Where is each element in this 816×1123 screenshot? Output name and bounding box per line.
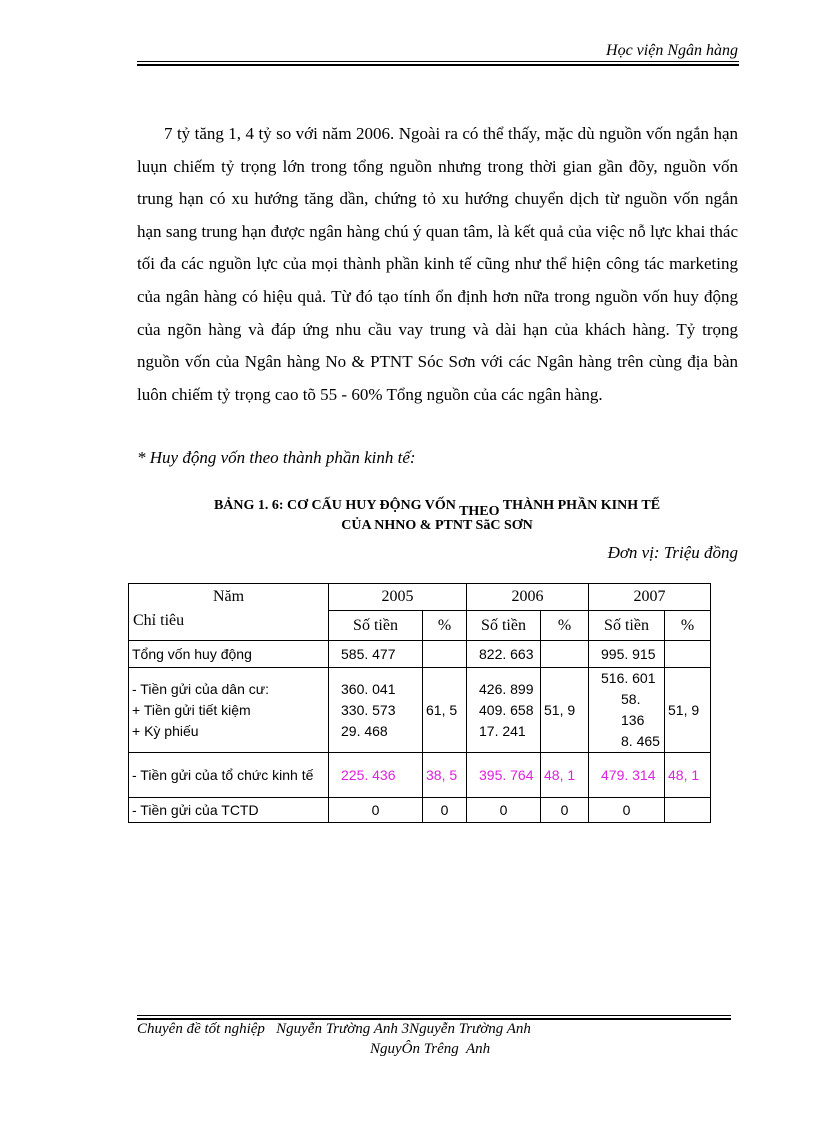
footer-line-2: NguyÔn Trêng Anh xyxy=(370,1041,491,1057)
cell-value: 29. 468 xyxy=(341,722,388,739)
cell-value: 516. 601 xyxy=(601,670,656,686)
cell-amount: 0 xyxy=(329,798,423,823)
footer-rule xyxy=(137,1015,731,1016)
pct-header: % xyxy=(423,611,467,641)
cell-amount xyxy=(589,668,665,753)
cell-amount xyxy=(467,668,541,753)
header-rule-thick xyxy=(137,64,739,66)
row-label: - Tiền gửi của tổ chức kinh tế xyxy=(129,753,329,798)
cell-amount: 395. 764 xyxy=(467,753,541,798)
row-label xyxy=(129,668,329,753)
row-label: Tổng vốn huy động xyxy=(129,641,329,668)
footer-line-1: Chuyên đề tốt nghiệp Nguyễn Trường Anh 3Nguyễn Trường Anh xyxy=(137,1021,531,1037)
cell-amount: 0 xyxy=(467,798,541,823)
header-corner xyxy=(129,584,329,641)
cell-pct xyxy=(665,798,711,823)
amount-header: Số tiền xyxy=(329,611,423,641)
cell-pct: 48, 1 xyxy=(541,753,589,798)
cell-amount: 479. 314 xyxy=(589,753,665,798)
year-2007-header: 2007 xyxy=(589,584,711,611)
pct-header: % xyxy=(665,611,711,641)
table-row-organizations xyxy=(129,753,711,798)
body-paragraph: 7 tỷ tăng 1, 4 tỷ so với năm 2006. Ngoài ra có thể thấy, mặc dù nguồn vốn ngắn hạn luụn chiếm tỷ trọng lớn trong tổng nguồn nhưng trong thời gian gần đõy, nguồn vốn trung hạn có xu hướng tăng dần, chứng tỏ xu hướng chuyển dịch từ nguồn vốn ngắn hạn sang trung hạn được ngân hàng chú ý quan tâm, là kết quả của việc nỗ lực khai thác tối đa các nguồn lực của mọi thành phần kinh tế cũng như thể hiện công tác marketing của ngân hàng có hiệu quả. Từ đó tạo tính ổn định hơn nữa trong nguồn vốn huy động của ngõn hàng và đáp ứng nhu cầu vay trung và dài hạn của khách hàng. Tỷ trọng nguồn vốn của Ngân hàng No & PTNT Sóc Sơn với các Ngân hàng trên cùng địa bàn luôn chiếm tỷ trọng cao tõ 55 - 60% Tổng nguồn của các ngân hàng. xyxy=(137,124,738,404)
footer-rule-thick xyxy=(137,1018,731,1020)
cell-value: 61, 5 xyxy=(426,701,458,718)
cell-pct xyxy=(423,641,467,668)
table-title-line2: CỦA NHNO & PTNT SãC SƠN xyxy=(341,518,533,533)
cell-amount: 995. 915 xyxy=(589,641,665,668)
cell-pct: 48, 1 xyxy=(665,753,711,798)
capital-structure-table xyxy=(128,583,711,823)
section-subheading: * Huy động vốn theo thành phần kinh tế: xyxy=(137,448,416,467)
cell-value: 51, 9 xyxy=(544,701,576,718)
cell-pct xyxy=(665,641,711,668)
table-title-part3: THÀNH PHẦN KINH TẾ xyxy=(502,498,661,513)
row-label-line: + Kỳ phiếu xyxy=(132,722,199,739)
amount-header: Số tiền xyxy=(467,611,541,641)
table-row-household xyxy=(129,668,711,753)
cell-pct xyxy=(541,668,589,753)
table-row-total xyxy=(129,641,711,668)
cell-value: 330. 573 xyxy=(341,701,396,718)
amount-header: Số tiền xyxy=(589,611,665,641)
cell-value: 426. 899 xyxy=(479,680,534,697)
cell-value: 17. 241 xyxy=(479,722,526,739)
cell-value: 8. 465 xyxy=(621,733,660,749)
year-2006-header: 2006 xyxy=(467,584,589,611)
index-label: Chỉ tiêu xyxy=(133,612,185,629)
cell-amount: 225. 436 xyxy=(329,753,423,798)
table-title xyxy=(150,496,724,536)
row-label-line: - Tiền gửi của dân cư: xyxy=(132,680,270,697)
pct-header: % xyxy=(541,611,589,641)
year-2005-header: 2005 xyxy=(329,584,467,611)
cell-value: 58. 136 xyxy=(621,691,645,728)
cell-pct xyxy=(541,641,589,668)
cell-pct: 0 xyxy=(423,798,467,823)
cell-amount: 0 xyxy=(589,798,665,823)
unit-label: Đơn vị: Triệu đồng xyxy=(607,543,738,562)
cell-pct xyxy=(665,668,711,753)
row-label: - Tiền gửi của TCTD xyxy=(129,798,329,823)
cell-value: 360. 041 xyxy=(341,680,396,697)
cell-pct: 38, 5 xyxy=(423,753,467,798)
cell-value: 409. 658 xyxy=(479,701,534,718)
cell-value: 51, 9 xyxy=(668,701,700,718)
cell-amount xyxy=(329,668,423,753)
table-title-part1: BẢNG 1. 6: CƠ CẤU HUY ĐỘNG VỐN xyxy=(213,498,456,513)
row-label-line: + Tiền gửi tiết kiệm xyxy=(132,701,251,718)
cell-amount: 822. 663 xyxy=(467,641,541,668)
table-row-credit-institutions xyxy=(129,798,711,823)
cell-amount: 585. 477 xyxy=(329,641,423,668)
running-header: Học viện Ngân hàng xyxy=(606,42,738,59)
table-title-part2: THEO xyxy=(459,504,500,519)
year-label: Năm xyxy=(212,588,245,605)
header-rule xyxy=(137,61,739,62)
cell-pct xyxy=(423,668,467,753)
cell-pct: 0 xyxy=(541,798,589,823)
